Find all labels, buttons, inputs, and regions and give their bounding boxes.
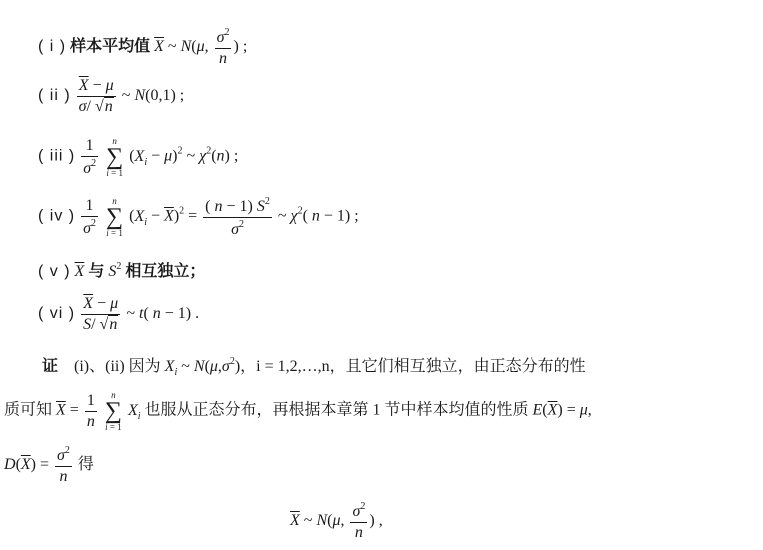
fraction: $\frac{\sigma^2}{n}$ bbox=[352, 501, 366, 541]
item-iii: ( iii ) $\frac{1}{\sigma^2}$ n ∑ i = 1 $(X_i - \mu)^2$ ~ $\chi^2(n)$ ; bbox=[38, 136, 239, 178]
proof-text: 质可知 bbox=[4, 401, 53, 419]
item-ii: ( ii ) $\frac{\overline{X} - \mu}{\sigma/ √n}$ ~ N(0,1) ; bbox=[38, 77, 185, 115]
fraction: $\frac{1}{n}$ bbox=[86, 391, 95, 430]
item-text: 与 bbox=[88, 263, 105, 280]
summation: n ∑ i = 1 bbox=[106, 136, 124, 178]
item-label: ( v ) bbox=[38, 263, 71, 280]
item-label: ( vi ) bbox=[38, 305, 76, 323]
fraction: $\frac{\sigma^2}{n}$ bbox=[216, 27, 230, 67]
item-vi: ( vi ) $\frac{\overline{X} - \mu}{S/ √n}$ ~ t( n − 1) . bbox=[38, 295, 200, 333]
fraction: $\frac{1}{\sigma^2}$ bbox=[83, 196, 96, 237]
item-label: ( iv ) bbox=[38, 207, 76, 225]
item-label: ( i ) bbox=[38, 38, 67, 56]
item-label: ( iii ) bbox=[38, 147, 76, 165]
proof-text: ，i = 1,2,…,n，且它们相互独立，由正态分布的性 bbox=[240, 358, 586, 375]
summation: n ∑ i = 1 bbox=[106, 196, 124, 238]
centered-result: $\overline{X}$ ~ N(μ, $\frac{\sigma^2}{n}$ ) , bbox=[290, 501, 383, 541]
item-text: 样本平均值 bbox=[70, 38, 151, 56]
proof-text: 得 bbox=[77, 456, 94, 474]
item-i: ( i ) 样本平均值 $\overline{X}$ ~ N(μ, $\frac{\sigma^2}{n}$ ) ; bbox=[38, 27, 248, 67]
proof-text: (i)、(ii) 因为 bbox=[74, 358, 161, 375]
proof-line-1: 证 (i)、(ii) 因为 $X_i$ ~ $N(\mu,\sigma^2)$，i = 1,2,…,n，且它们相互独立，由正态分布的性 bbox=[42, 356, 586, 378]
proof-text: 也服从正态分布，再根据本章第 1 节中样本均值的性质 bbox=[144, 401, 529, 419]
fraction: $\frac{\overline{X} - \mu}{S/ √n}$ bbox=[81, 296, 120, 333]
proof-label: 证 bbox=[42, 358, 59, 375]
summation: n ∑ i = 1 bbox=[104, 390, 122, 432]
proof-line-2: 质可知 $\overline{X}$ = $\frac{1}{n}$ n ∑ i = 1 $X_i$ 也服从正态分布，再根据本章第 1 节中样本均值的性质 $E(\overline{X}) = \mu$, bbox=[4, 390, 592, 432]
proof-line-3: $D(\overline{X})$ = $\frac{\sigma^2}{n}$ 得 bbox=[4, 445, 94, 485]
fraction: $\frac{( n - 1) S^2}{\sigma^2}$ bbox=[205, 195, 270, 238]
item-text: 相互独立； bbox=[125, 263, 206, 280]
item-iv: ( iv ) $\frac{1}{\sigma^2}$ n ∑ i = 1 $(X_i - \overline{X})^2$ = $\frac{( n - 1) S^2}{\sigma^2}$ ~ $\chi^2$( n − 1) ; bbox=[38, 195, 359, 238]
item-v: ( v ) $\overline{X}$ 与 $S^2$ 相互独立； bbox=[38, 261, 206, 280]
fraction: $\frac{\sigma^2}{n}$ bbox=[57, 445, 70, 485]
math: $\overline{X}$ bbox=[154, 38, 164, 56]
fraction: $\frac{1}{\sigma^2}$ bbox=[83, 136, 97, 177]
item-label: ( ii ) bbox=[38, 87, 71, 105]
fraction: $\frac{\overline{X} - \mu}{\sigma/ √n}$ bbox=[77, 78, 116, 115]
